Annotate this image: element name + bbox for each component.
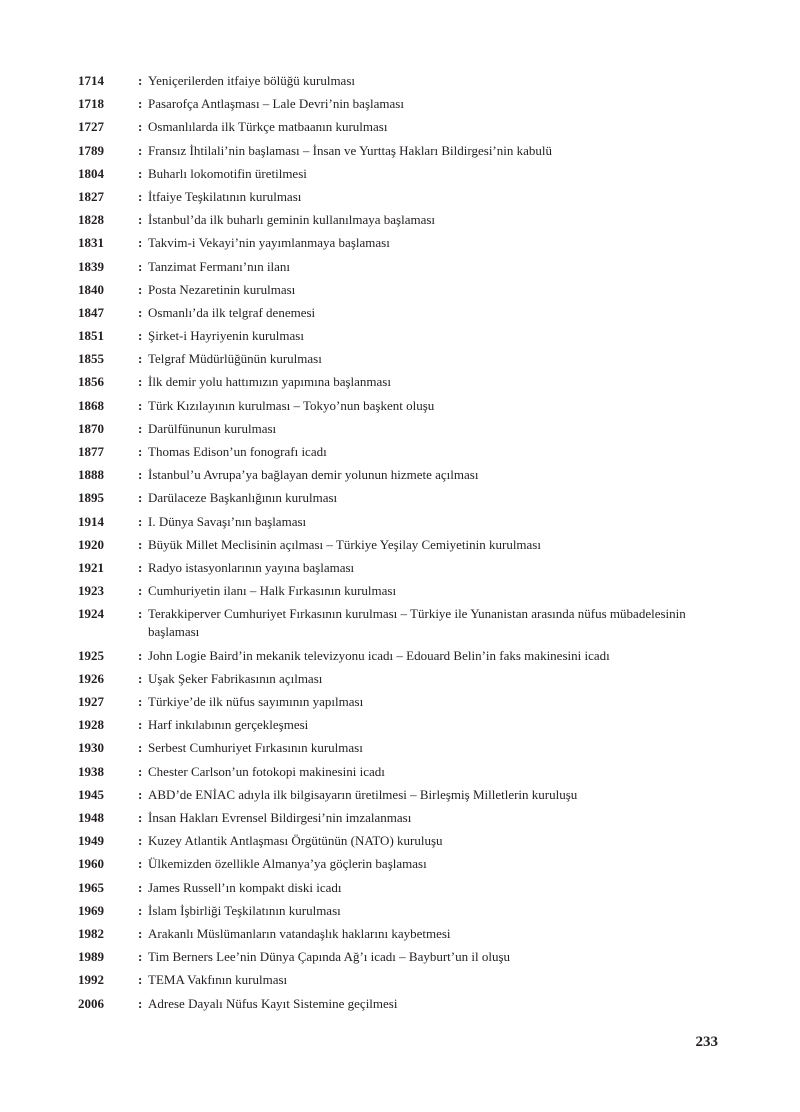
entry-event: İtfaiye Teşkilatının kurulması: [148, 188, 302, 204]
timeline-entry: [0, 304, 800, 327]
entry-year: 1989: [78, 949, 104, 965]
timeline-entry: [0, 605, 800, 646]
timeline-entry: [0, 902, 800, 925]
entry-separator: :: [138, 142, 143, 158]
entry-event: Arakanlı Müslümanların vatandaşlık haklarını kaybetmesi: [148, 925, 451, 941]
entry-year: 1847: [78, 304, 104, 320]
timeline-entry: [0, 373, 800, 396]
timeline-entry: [0, 925, 800, 948]
entry-year: 1945: [78, 786, 104, 802]
entry-year: 1930: [78, 740, 104, 756]
entry-event: Türkiye’de ilk nüfus sayımının yapılması: [148, 694, 364, 710]
entry-event: İstanbul’da ilk buharlı geminin kullanılmaya başlaması: [148, 212, 436, 228]
timeline-entry: [0, 165, 800, 188]
entry-separator: :: [138, 583, 143, 599]
entry-separator: :: [138, 351, 143, 367]
timeline-entry: [0, 397, 800, 420]
timeline-entry: [0, 855, 800, 878]
entry-year: 1982: [78, 925, 104, 941]
entry-year: 1831: [78, 235, 104, 251]
entry-separator: :: [138, 925, 143, 941]
entry-event: Radyo istasyonlarının yayına başlaması: [148, 559, 355, 575]
entry-year: 1804: [78, 165, 104, 181]
timeline-entry: [0, 95, 800, 118]
entry-year: 1714: [78, 73, 104, 88]
timeline-entry: [0, 536, 800, 559]
entry-event: Darülaceze Başkanlığının kurulması: [148, 490, 338, 506]
timeline-entry: [0, 809, 800, 832]
entry-year: 1914: [78, 513, 104, 529]
entry-separator: :: [138, 606, 143, 622]
entry-event: Pasarofça Antlaşması – Lale Devri’nin başlaması: [148, 96, 404, 112]
entry-year: 2006: [78, 995, 104, 1011]
entry-year: 1920: [78, 536, 104, 552]
entry-event: Darülfünunun kurulması: [148, 420, 277, 436]
entry-separator: :: [138, 235, 143, 251]
entry-year: 1927: [78, 694, 104, 710]
timeline-entry: [0, 281, 800, 304]
entry-year: 1839: [78, 258, 104, 274]
entry-event: Yeniçerilerden itfaiye bölüğü kurulması: [148, 73, 355, 88]
entry-separator: :: [138, 670, 143, 686]
entry-separator: :: [138, 304, 143, 320]
entry-event: İnsan Hakları Evrensel Bildirgesi’nin imzalanması: [148, 810, 412, 826]
entry-year: 1877: [78, 444, 104, 459]
entry-year: 1895: [78, 490, 104, 506]
entry-event: Harf inkılabının gerçekleşmesi: [148, 717, 309, 733]
entry-year: 1855: [78, 351, 104, 367]
entry-year: 1868: [78, 397, 104, 413]
entry-separator: :: [138, 212, 143, 228]
entry-event: İlk demir yolu hattımızın yapımına başlanması: [148, 374, 391, 390]
entry-year: 1992: [78, 972, 104, 988]
entry-event: Uşak Şeker Fabrikasının açılması: [148, 670, 323, 686]
entry-year: 1924: [78, 606, 104, 622]
entry-separator: :: [138, 420, 143, 436]
timeline-entry: [0, 188, 800, 211]
entry-separator: :: [138, 647, 143, 663]
entry-separator: :: [138, 374, 143, 390]
entry-separator: :: [138, 467, 143, 483]
entry-year: 1948: [78, 810, 104, 826]
entry-year: 1888: [78, 467, 104, 483]
entry-separator: :: [138, 717, 143, 733]
entry-event: Buharlı lokomotifin üretilmesi: [148, 165, 307, 181]
entry-event: Terakkiperver Cumhuriyet Fırkasının kurulması – Türkiye ile Yunanistan arasında nüfus mübadelesinin başlaması: [148, 606, 686, 640]
entry-year: 1928: [78, 717, 104, 733]
timeline-entry: [0, 716, 800, 739]
timeline-entry: [0, 693, 800, 716]
timeline-entry: [0, 647, 800, 670]
entry-event: Takvim-i Vekayi’nin yayımlanmaya başlaması: [148, 235, 390, 251]
entry-separator: :: [138, 536, 143, 552]
entry-separator: :: [138, 119, 143, 135]
entry-event: Türk Kızılayının kurulması – Tokyo’nun başkent oluşu: [148, 397, 435, 413]
entry-event: John Logie Baird’in mekanik televizyonu icadı – Edouard Belin’in faks makinesini icadı: [148, 647, 610, 663]
entry-event: Serbest Cumhuriyet Fırkasının kurulması: [148, 740, 363, 756]
entry-event: Osmanlı’da ilk telgraf denemesi: [148, 304, 316, 320]
entry-year: 1718: [78, 96, 104, 112]
timeline-entry: [0, 466, 800, 489]
entry-separator: :: [138, 397, 143, 413]
entry-year: 1727: [78, 119, 104, 135]
timeline-entry: [0, 72, 800, 95]
timeline-entry: [0, 258, 800, 281]
entry-separator: :: [138, 328, 143, 344]
entry-year: 1969: [78, 902, 104, 918]
timeline-entry: [0, 513, 800, 536]
entry-separator: :: [138, 810, 143, 826]
entry-year: 1840: [78, 281, 104, 297]
entry-separator: :: [138, 763, 143, 779]
entry-separator: :: [138, 490, 143, 506]
entry-year: 1938: [78, 763, 104, 779]
entry-separator: :: [138, 972, 143, 988]
entry-event: Kuzey Atlantik Antlaşması Örgütünün (NATO) kuruluşu: [148, 833, 443, 849]
entry-separator: :: [138, 559, 143, 575]
timeline-entry: [0, 786, 800, 809]
entry-year: 1827: [78, 188, 104, 204]
entry-event: İstanbul’u Avrupa’ya bağlayan demir yolunun hizmete açılması: [148, 467, 479, 483]
timeline-entry: [0, 489, 800, 512]
entry-event: ABD’de ENİAC adıyla ilk bilgisayarın üretilmesi – Birleşmiş Milletlerin kuruluşu: [148, 786, 578, 802]
entry-year: 1965: [78, 879, 104, 895]
entry-separator: :: [138, 188, 143, 204]
entry-separator: :: [138, 444, 143, 459]
timeline-entry: [0, 832, 800, 855]
entry-event: James Russell’ın kompakt diski icadı: [148, 879, 342, 895]
entry-year: 1960: [78, 856, 104, 872]
timeline-entry: [0, 234, 800, 257]
timeline-entry: [0, 948, 800, 971]
entry-event: Büyük Millet Meclisinin açılması – Türkiye Yeşilay Cemiyetinin kurulması: [148, 536, 541, 552]
entry-year: 1789: [78, 142, 104, 158]
timeline-entry: [0, 995, 800, 1018]
timeline-entry: [0, 971, 800, 994]
entry-event: Tim Berners Lee’nin Dünya Çapında Ağ’ı icadı – Bayburt’un il oluşu: [148, 949, 511, 965]
entry-event: Thomas Edison’un fonografı icadı: [148, 444, 327, 459]
entry-separator: :: [138, 513, 143, 529]
timeline-entry: [0, 763, 800, 786]
entry-event: Posta Nezaretinin kurulması: [148, 281, 296, 297]
entry-year: 1870: [78, 420, 104, 436]
timeline-entry: [0, 879, 800, 902]
timeline-entry: [0, 327, 800, 350]
entry-separator: :: [138, 96, 143, 112]
chronology-list: [0, 72, 800, 1018]
entry-event: Cumhuriyetin ilanı – Halk Fırkasının kurulması: [148, 583, 397, 599]
entry-separator: :: [138, 833, 143, 849]
entry-event: Ülkemizden özellikle Almanya’ya göçlerin başlaması: [148, 856, 427, 872]
entry-event: Telgraf Müdürlüğünün kurulması: [148, 351, 322, 367]
entry-year: 1923: [78, 583, 104, 599]
entry-separator: :: [138, 856, 143, 872]
entry-separator: :: [138, 949, 143, 965]
entry-event: İslam İşbirliği Teşkilatının kurulması: [148, 902, 341, 918]
entry-year: 1851: [78, 328, 104, 344]
timeline-entry: [0, 350, 800, 373]
entry-year: 1828: [78, 212, 104, 228]
entry-separator: :: [138, 694, 143, 710]
entry-event: Adrese Dayalı Nüfus Kayıt Sistemine geçilmesi: [148, 995, 398, 1011]
timeline-entry: [0, 142, 800, 165]
entry-event: Osmanlılarda ilk Türkçe matbaanın kurulması: [148, 119, 388, 135]
entry-year: 1921: [78, 559, 104, 575]
page-number: 233: [695, 1034, 718, 1050]
timeline-entry: [0, 582, 800, 605]
entry-event: I. Dünya Savaşı’nın başlaması: [148, 513, 307, 529]
entry-year: 1925: [78, 647, 104, 663]
entry-event: Tanzimat Fermanı’nın ilanı: [148, 258, 291, 274]
timeline-entry: [0, 443, 800, 466]
timeline-entry: [0, 670, 800, 693]
entry-separator: :: [138, 879, 143, 895]
entry-event: Chester Carlson’un fotokopi makinesini icadı: [148, 763, 385, 779]
entry-separator: :: [138, 258, 143, 274]
entry-separator: :: [138, 740, 143, 756]
timeline-entry: [0, 559, 800, 582]
entry-separator: :: [138, 995, 143, 1011]
entry-separator: :: [138, 165, 143, 181]
entry-separator: :: [138, 73, 143, 88]
timeline-entry: [0, 420, 800, 443]
entry-year: 1949: [78, 833, 104, 849]
entry-year: 1926: [78, 670, 104, 686]
entry-separator: :: [138, 281, 143, 297]
entry-separator: :: [138, 786, 143, 802]
timeline-entry: [0, 211, 800, 234]
timeline-entry: [0, 118, 800, 141]
entry-event: TEMA Vakfının kurulması: [148, 972, 288, 988]
entry-year: 1856: [78, 374, 104, 390]
entry-separator: :: [138, 902, 143, 918]
entry-event: Fransız İhtilali’nin başlaması – İnsan ve Yurttaş Hakları Bildirgesi’nin kabulü: [148, 142, 553, 158]
timeline-entry: [0, 739, 800, 762]
entry-event: Şirket-i Hayriyenin kurulması: [148, 328, 304, 344]
